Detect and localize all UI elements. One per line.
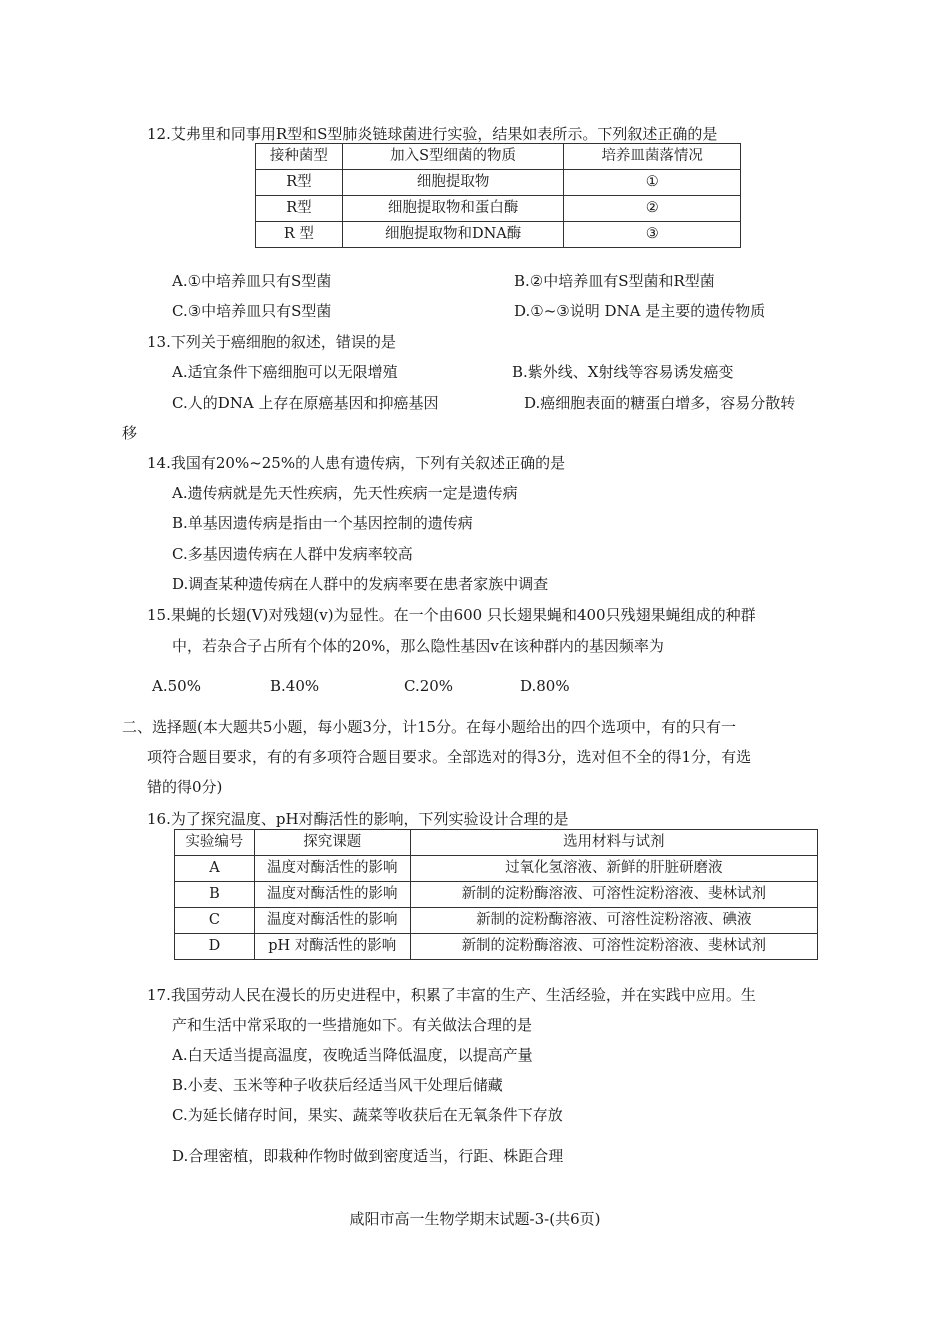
q14-option-a: A.遗传病就是先天性疾病，先天性疾病一定是遗传病 bbox=[172, 484, 518, 502]
table-row bbox=[175, 882, 818, 908]
q12-stem: 12.艾弗里和同事用R型和S型肺炎链球菌进行实验，结果如表所示。下列叙述正确的是 bbox=[147, 125, 718, 143]
q15-stem-line-2: 中，若杂合子占所有个体的20%，那么隐性基因v在该种群内的基因频率为 bbox=[172, 637, 664, 655]
q17-option-a: A.白天适当提高温度，夜晚适当降低温度，以提高产量 bbox=[172, 1046, 533, 1064]
table-cell: 过氧化氢溶液、新鲜的肝脏研磨液 bbox=[410, 856, 817, 882]
table-row bbox=[175, 856, 818, 882]
table-header-cell: 选用材料与试剂 bbox=[410, 830, 817, 856]
table-cell: 温度对酶活性的影响 bbox=[254, 856, 410, 882]
table-cell: R型 bbox=[256, 196, 343, 222]
q17-option-d: D.合理密植，即栽种作物时做到密度适当，行距、株距合理 bbox=[172, 1147, 564, 1165]
q13-stem: 13.下列关于癌细胞的叙述，错误的是 bbox=[147, 333, 396, 351]
table-row bbox=[256, 170, 741, 196]
table-cell: D bbox=[175, 934, 255, 960]
table-header-cell: 培养皿菌落情况 bbox=[564, 144, 741, 170]
q14-stem: 14.我国有20%~25%的人患有遗传病，下列有关叙述正确的是 bbox=[147, 454, 566, 472]
table-row bbox=[175, 934, 818, 960]
q15-option-b: B.40% bbox=[270, 677, 320, 695]
table-header-cell: 加入S型细菌的物质 bbox=[342, 144, 564, 170]
table-header-cell: 探究课题 bbox=[254, 830, 410, 856]
table-header-row bbox=[256, 144, 741, 170]
table-cell: R 型 bbox=[256, 222, 343, 248]
q15-option-a: A.50% bbox=[152, 677, 201, 695]
q17-stem-line-2: 产和生活中常采取的一些措施如下。有关做法合理的是 bbox=[172, 1016, 533, 1034]
q12-option-a: A.①中培养皿只有S型菌 bbox=[172, 272, 332, 290]
q17-option-c: C.为延长储存时间，果实、蔬菜等收获后在无氧条件下存放 bbox=[172, 1106, 563, 1124]
q16-stem: 16.为了探究温度、pH对酶活性的影响，下列实验设计合理的是 bbox=[147, 810, 569, 828]
q14-option-d: D.调查某种遗传病在人群中的发病率要在患者家族中调查 bbox=[172, 575, 549, 593]
section-2-instructions-line-2: 项符合题目要求，有的有多项符合题目要求。全部选对的得3分，选对但不全的得1分，有选 bbox=[147, 748, 752, 766]
table-header-row bbox=[175, 830, 818, 856]
table-cell: pH 对酶活性的影响 bbox=[254, 934, 410, 960]
q12-option-d: D.①~③说明 DNA 是主要的遗传物质 bbox=[514, 302, 766, 320]
section-2-instructions-line-3: 错的得0分) bbox=[147, 778, 223, 796]
q15-stem-line-1: 15.果蝇的长翅(V)对残翅(v)为显性。在一个由600 只长翅果蝇和400只残翅果蝇组成的种群 bbox=[147, 606, 756, 624]
q12-table bbox=[255, 143, 741, 248]
table-row bbox=[175, 908, 818, 934]
table-cell: 新制的淀粉酶溶液、可溶性淀粉溶液、碘液 bbox=[410, 908, 817, 934]
table-cell: 细胞提取物和DNA酶 bbox=[342, 222, 564, 248]
table-cell: C bbox=[175, 908, 255, 934]
q13-option-c: C.人的DNA 上存在原癌基因和抑癌基因 bbox=[172, 394, 439, 412]
table-cell: 温度对酶活性的影响 bbox=[254, 908, 410, 934]
q16-table bbox=[174, 829, 818, 960]
q14-option-b: B.单基因遗传病是指由一个基因控制的遗传病 bbox=[172, 514, 473, 532]
page-footer: 咸阳市高一生物学期末试题-3-(共6页) bbox=[349, 1210, 601, 1228]
q15-option-c: C.20% bbox=[404, 677, 454, 695]
table-cell: A bbox=[175, 856, 255, 882]
table-cell: ③ bbox=[564, 222, 741, 248]
q15-option-d: D.80% bbox=[520, 677, 570, 695]
table-cell: 新制的淀粉酶溶液、可溶性淀粉溶液、斐林试剂 bbox=[410, 882, 817, 908]
table-cell: ② bbox=[564, 196, 741, 222]
table-header-cell: 接种菌型 bbox=[256, 144, 343, 170]
table-cell: 新制的淀粉酶溶液、可溶性淀粉溶液、斐林试剂 bbox=[410, 934, 817, 960]
q12-option-c: C.③中培养皿只有S型菌 bbox=[172, 302, 332, 320]
table-row bbox=[256, 222, 741, 248]
q13-option-d: D.癌细胞表面的糖蛋白增多，容易分散转 bbox=[524, 394, 796, 412]
q12-option-b: B.②中培养皿有S型菌和R型菌 bbox=[514, 272, 715, 290]
q14-option-c: C.多基因遗传病在人群中发病率较高 bbox=[172, 545, 413, 563]
q17-stem-line-1: 17.我国劳动人民在漫长的历史进程中，积累了丰富的生产、生活经验，并在实践中应用。生 bbox=[147, 986, 756, 1004]
table-cell: 细胞提取物 bbox=[342, 170, 564, 196]
table-row bbox=[256, 196, 741, 222]
table-cell: 温度对酶活性的影响 bbox=[254, 882, 410, 908]
q13-option-b: B.紫外线、X射线等容易诱发癌变 bbox=[512, 363, 734, 381]
table-cell: B bbox=[175, 882, 255, 908]
q13-option-d-wrap: 移 bbox=[122, 424, 138, 442]
table-cell: 细胞提取物和蛋白酶 bbox=[342, 196, 564, 222]
q13-option-a: A.适宜条件下癌细胞可以无限增殖 bbox=[172, 363, 398, 381]
q17-option-b: B.小麦、玉米等种子收获后经适当风干处理后储藏 bbox=[172, 1076, 503, 1094]
table-cell: R型 bbox=[256, 170, 343, 196]
table-header-cell: 实验编号 bbox=[175, 830, 255, 856]
table-cell: ① bbox=[564, 170, 741, 196]
section-2-instructions-line-1: 二、选择题(本大题共5小题，每小题3分，计15分。在每小题给出的四个选项中，有的只有一 bbox=[122, 718, 737, 736]
